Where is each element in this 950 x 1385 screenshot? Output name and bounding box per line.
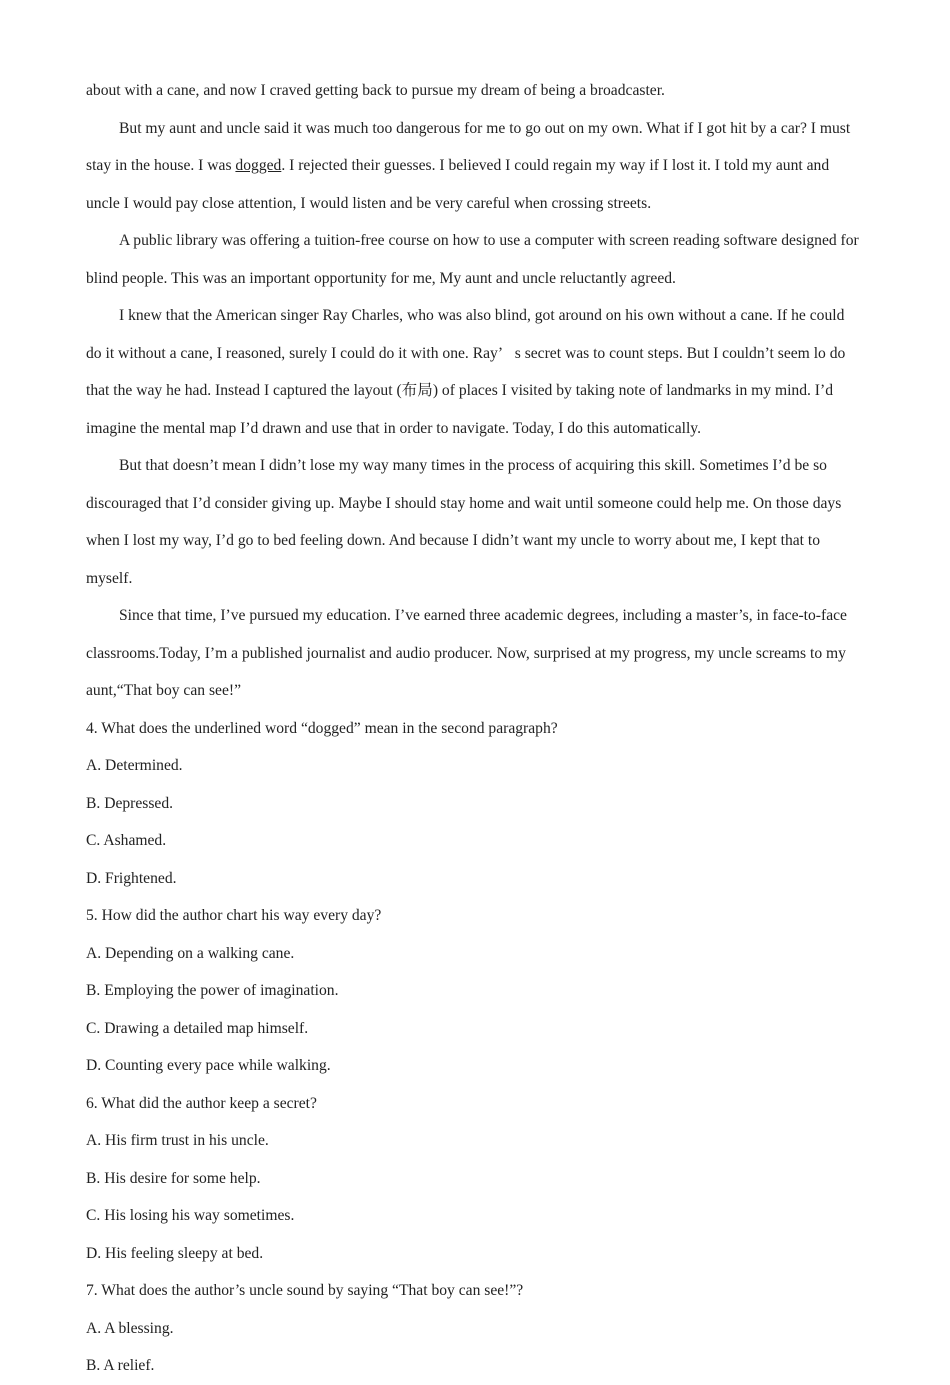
question-4-option-d: D. Frightened. — [86, 869, 177, 887]
passage-paragraph-4: But that doesn’t mean I didn’t lose my way many times in the process of acquiring this skill. Sometimes I’d be so discouraged that I’d consider giving up. Maybe I should stay home and wait until someone could help me. On those days when I lost my way, I’d go to bed feeling down. And because I didn’t want my uncle to worry about me, I kept that to myself. — [86, 457, 842, 587]
question-5-option-d: D. Counting every pace while walking. — [86, 1057, 331, 1074]
passage-paragraph-1-text-a: But my aunt and uncle said it was much too dangerous for me to go out on my own. What if I got hit by a car? I must stay in the house. I was — [86, 119, 851, 174]
question-6-stem: 6. What did the author keep a secret? — [86, 1094, 317, 1112]
question-4-option-a: A. Determined. — [86, 757, 183, 774]
question-6-option-b: B. His desire for some help. — [86, 1169, 261, 1187]
passage-paragraph-1 — [86, 110, 862, 223]
document-page — [86, 72, 862, 1385]
question-5-option-c: C. Drawing a detailed map himself. — [86, 1019, 309, 1037]
question-7-options — [86, 1310, 862, 1385]
passage-paragraph-0: about with a cane, and now I craved getting back to pursue my dream of being a broadcaster. — [86, 82, 665, 99]
question-6-options — [86, 1122, 862, 1272]
question-4-option-b: B. Depressed. — [86, 794, 174, 812]
underlined-word-dogged: dogged — [235, 157, 282, 174]
passage-paragraph-1-text-b: . I rejected their guesses. I believed I could regain my way if I lost it. I told my aunt and uncle I would pay close attention, I would listen and be very careful when crossing streets. — [86, 157, 830, 212]
question-6-option-a: A. His firm trust in his uncle. — [86, 1132, 269, 1149]
question-7-option-b: B. A relief. — [86, 1357, 155, 1374]
question-7-option-a: A. A blessing. — [86, 1319, 174, 1337]
question-5-option-b: B. Employing the power of imagination. — [86, 982, 339, 999]
question-4-option-c: C. Ashamed. — [86, 832, 167, 849]
passage-paragraph-3: I knew that the American singer Ray Charles, who was also blind, got around on his own without a cane. If he could do it without a cane, I reasoned, surely I could do it with one. Ray’ s secret was to count steps. But I couldn’t seem lo do that the way he had. Instead I captured the layout (布局) of places I visited by taking note of landmarks in my mind. I’d imagine the mental map I’d drawn and use that in order to navigate. Today, I do this automatically. — [86, 307, 846, 437]
question-7-stem: 7. What does the author’s uncle sound by saying “That boy can see!”? — [86, 1282, 524, 1299]
question-6-option-d: D. His feeling sleepy at bed. — [86, 1244, 264, 1262]
question-6-option-c: C. His losing his way sometimes. — [86, 1207, 295, 1224]
question-5-stem: 5. How did the author chart his way every day? — [86, 907, 382, 924]
passage-paragraph-5: Since that time, I’ve pursued my education. I’ve earned three academic degrees, including a master’s, in face-to-face classrooms.Today, I’m a published journalist and audio producer. Now, surprised at my progress, my uncle screams to my aunt,“That boy can see!” — [86, 607, 847, 699]
question-5-option-a: A. Depending on a walking cane. — [86, 944, 295, 962]
question-4-options — [86, 747, 862, 897]
question-4-stem: 4. What does the underlined word “dogged” mean in the second paragraph? — [86, 719, 558, 737]
passage-paragraph-2: A public library was offering a tuition-free course on how to use a computer with screen reading software designed for blind people. This was an important opportunity for me, My aunt and uncle reluctantly agreed. — [86, 232, 859, 287]
